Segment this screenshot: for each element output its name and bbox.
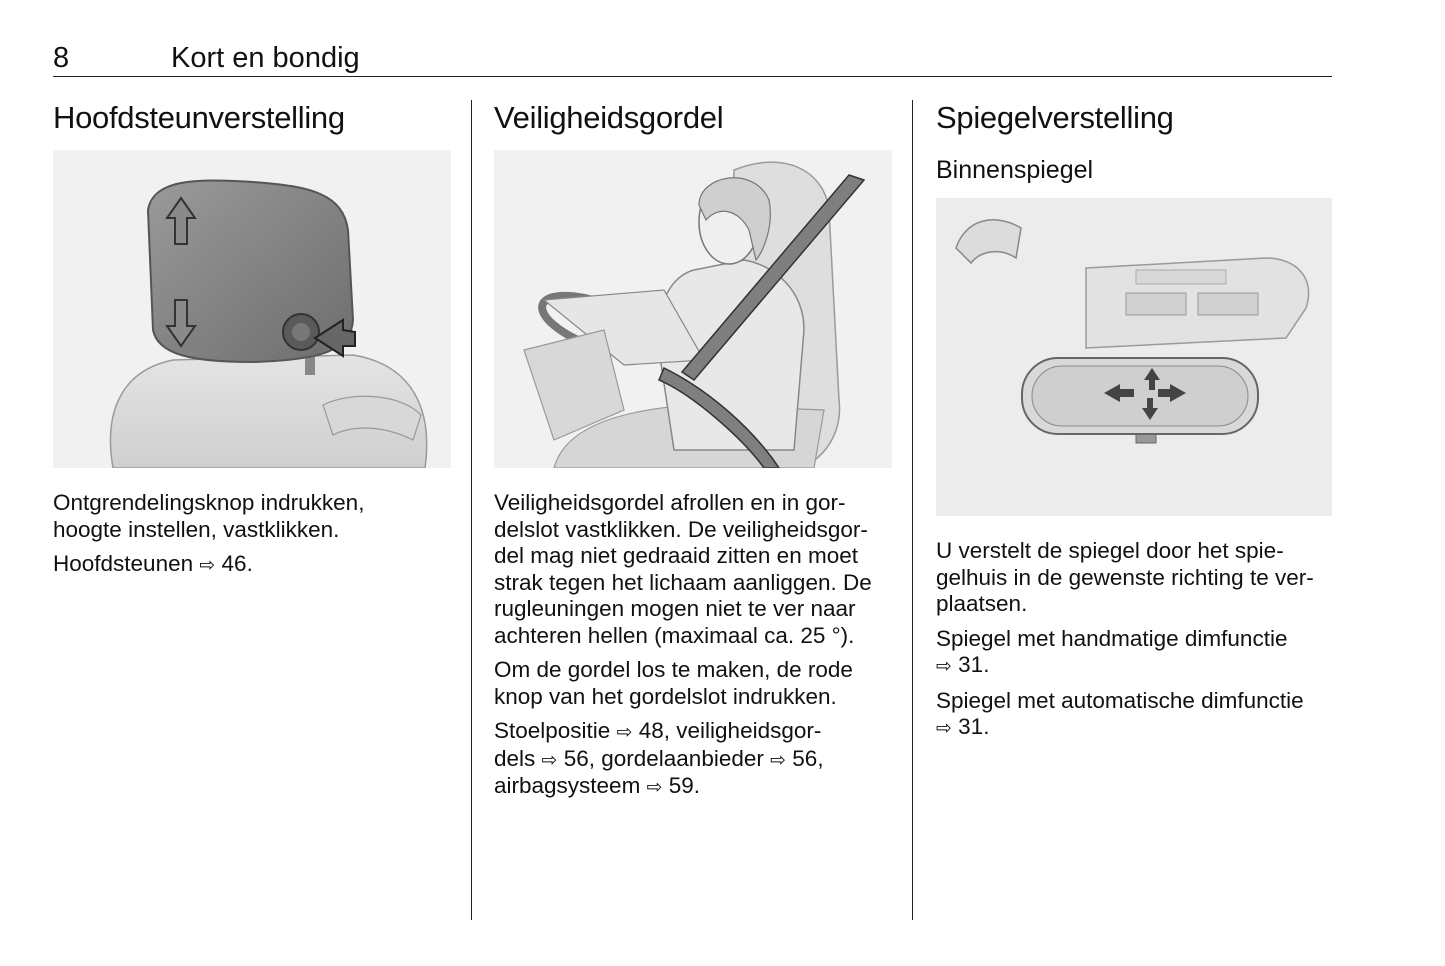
cross-reference: Stoelpositie ⇨ 48, veiligheidsgor- dels ⇨ 56, gordelaanbieder ⇨ 56, airbagsysteem ⇨ 59. — [494, 718, 824, 798]
page-ref-icon: ⇨ — [199, 554, 216, 576]
text-line: hoogte instellen, vastklikken. — [53, 516, 340, 542]
mirror-text — [936, 538, 1336, 750]
text-line: Ontgrendelingsknop indrukken, — [53, 490, 365, 515]
heading-mirror: Spiegelverstelling — [936, 100, 1174, 135]
page-header — [53, 40, 1332, 77]
seatbelt-text — [494, 490, 894, 809]
column-divider — [471, 100, 472, 920]
heading-seatbelt: Veiligheidsgordel — [494, 100, 724, 135]
chapter-title: Kort en bondig — [171, 42, 360, 74]
cross-reference: Hoofdsteunen ⇨ 46. — [53, 551, 253, 576]
page-ref-icon: ⇨ — [616, 721, 633, 743]
page-ref-icon: ⇨ — [770, 748, 787, 771]
page-ref-icon: ⇨ — [541, 748, 558, 771]
subheading-interior-mirror: Binnenspiegel — [936, 156, 1094, 184]
page-ref-icon: ⇨ — [646, 776, 663, 798]
seatbelt-illustration — [494, 150, 892, 468]
interior-mirror-illustration — [936, 198, 1332, 516]
headrest-text — [53, 490, 453, 587]
text-line: knop van het gordelslot indrukken. — [494, 683, 837, 709]
headrest-illustration — [53, 150, 451, 468]
text-line: rugleuningen mogen niet te ver naar — [494, 596, 856, 621]
cross-reference: Spiegel met automatische dimfunctie ⇨ 31. — [936, 687, 1304, 739]
text-line: Veiligheidsgordel afrollen en in gor- — [494, 490, 846, 515]
cross-reference: Spiegel met handmatige dimfunctie ⇨ 31. — [936, 625, 1288, 677]
page-ref-icon: ⇨ — [936, 655, 952, 677]
text-line: del mag niet gedraaid zitten en moet — [494, 543, 858, 568]
text-line: strak tegen het lichaam aanliggen. De — [494, 569, 872, 595]
text-line: gelhuis in de gewenste richting te ver- — [936, 564, 1314, 590]
column-seatbelt — [494, 100, 894, 136]
page-number: 8 — [53, 42, 70, 74]
text-line: delslot vastklikken. De veiligheidsgor- — [494, 516, 868, 542]
text-line: achteren hellen (maximaal ca. 25 °). — [494, 622, 855, 648]
column-headrest — [53, 100, 453, 136]
page-ref-icon: ⇨ — [936, 717, 952, 739]
text-line: plaatsen. — [936, 591, 1028, 616]
column-divider — [912, 100, 913, 920]
column-mirror — [936, 100, 1332, 184]
text-line: U verstelt de spiegel door het spie- — [936, 538, 1284, 563]
text-line: Om de gordel los te maken, de rode — [494, 657, 853, 682]
heading-headrest: Hoofdsteunverstelling — [53, 100, 345, 135]
